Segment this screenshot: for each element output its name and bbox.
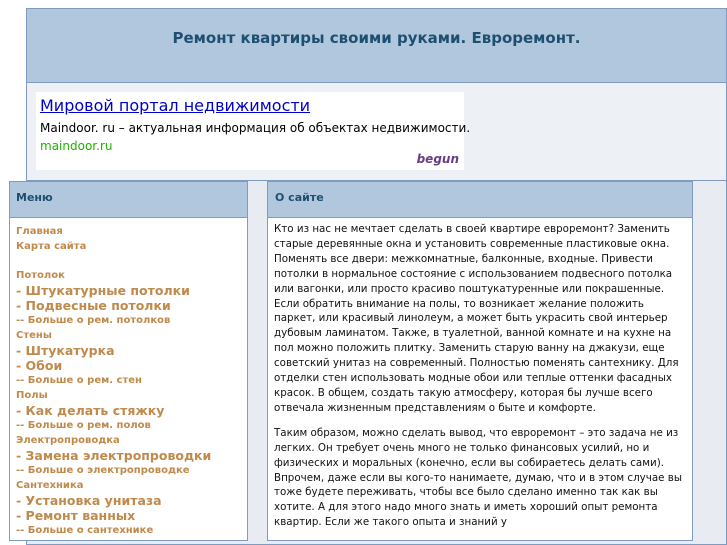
menu-item[interactable]: Стены: [16, 330, 52, 341]
menu-item[interactable]: -- Больше о рем. полов: [16, 420, 151, 431]
about-body: [274, 222, 686, 540]
ad-text: Maindoor. ru – актуальная информация об объектах недвижимости.: [40, 121, 471, 135]
menu-item[interactable]: - Обои: [16, 358, 63, 373]
menu-item[interactable]: Электропроводка: [16, 435, 120, 446]
menu-item[interactable]: - Установка унитаза: [16, 493, 162, 508]
menu-item[interactable]: -- Больше о сантехнике: [16, 525, 154, 536]
menu-item[interactable]: - Штукатурные потолки: [16, 283, 190, 298]
menu-item[interactable]: - Ремонт ванных: [16, 508, 136, 523]
menu-item[interactable]: Главная: [16, 226, 63, 237]
menu-list: [16, 224, 245, 538]
ad-title-link[interactable]: Мировой портал недвижимости: [40, 96, 311, 115]
menu-item[interactable]: -- Больше о рем. стен: [16, 375, 142, 386]
menu-item[interactable]: - Как делать стяжку: [16, 403, 165, 418]
about-paragraph: Кто из нас не мечтает сделать в своей квартире евроремонт? Заменить старые деревянные окна и установить современные пластиковые окна. Поменять все двери: межкомнатные, балконные, входные. Привести потолки в нормальное состояние с использованием подвесного потолка или вагонки, или просто красиво поштукатуренные или покрашенные. Если обратить внимание на полы, то возникает желание положить паркет, или красивый линолеум, а может быть украсить свой интерьер дубовым ламинатом. Также, в туалетной, ванной комнате и на кухне на пол можно положить плитку. Заменить старую ванну на джакузи, еще советский унитаз на современный. Полностью поменять сантехнику. Для отделки стен использовать модные обои или теплые оттенки фасадных красок. В общем, создать такую атмосферу, которая бы лучше всего отвечала жизненным представлениям о быте и комфорте.: [274, 223, 679, 414]
menu-item[interactable]: - Подвесные потолки: [16, 298, 171, 313]
menu-item[interactable]: Полы: [16, 390, 48, 401]
menu-item[interactable]: Карта сайта: [16, 241, 87, 252]
ad-block[interactable]: [36, 92, 471, 170]
menu-panel: [9, 181, 248, 541]
menu-title: Меню: [16, 191, 53, 204]
menu-header: [10, 182, 247, 218]
site-header: [27, 9, 726, 83]
about-paragraph: Таким образом, можно сделать вывод, что евроремонт – это задача не из легких. Он требует очень много не только финансовых усилий, но и физических и моральных (конечно, если вы собираетесь делать сами). Впрочем, даже если вы кого-то нанимаете, думаю, что и в этом случае вы тоже будете переживать, чтобы все было сделано именно так как вы хотите. А для этого надо много знать и иметь хороший опыт ремонта квартир. Если же такого опыта и знаний у: [274, 426, 682, 529]
site-title: Ремонт квартиры своими руками. Евроремонт.: [172, 29, 581, 47]
ad-url-link[interactable]: maindoor.ru: [40, 139, 113, 153]
menu-item[interactable]: - Штукатурка: [16, 343, 115, 358]
menu-item[interactable]: - Замена электропроводки: [16, 448, 212, 463]
about-title: О сайте: [275, 191, 324, 204]
ad-row: [27, 83, 726, 181]
menu-item[interactable]: -- Больше о электропроводке: [16, 465, 190, 476]
menu-item[interactable]: Потолок: [16, 270, 65, 281]
menu-item[interactable]: -- Больше о рем. потолков: [16, 315, 171, 326]
menu-item[interactable]: Сантехника: [16, 480, 84, 491]
ad-brand-logo[interactable]: begun: [416, 152, 459, 166]
about-header: [268, 182, 692, 218]
about-panel: [267, 181, 693, 541]
